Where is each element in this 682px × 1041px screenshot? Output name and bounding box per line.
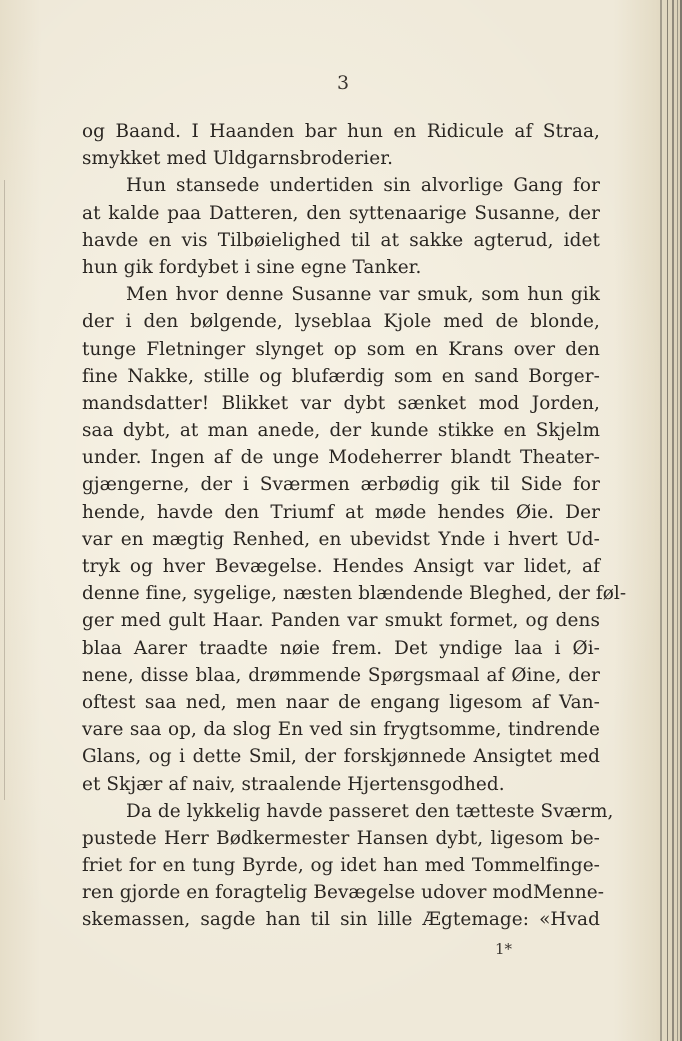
text-line: der i den bølgende, lyseblaa Kjole med de blonde, xyxy=(82,311,600,333)
text-line: gjængerne, der i Sværmen ærbødig gik til Side for xyxy=(82,474,600,496)
body-text xyxy=(82,118,627,934)
page-edge-lines xyxy=(660,0,682,1041)
text-line: pustede Herr Bødkermester Hansen dybt, ligesom be- xyxy=(82,827,600,849)
text-line: under. Ingen af de unge Modeherrer blandt Theater- xyxy=(82,447,600,469)
text-line: at kalde paa Datteren, den syttenaarige Susanne, der xyxy=(82,202,600,224)
text-line: denne fine, sygelige, næsten blændende Bleghed, der føl- xyxy=(82,583,627,605)
text-line: oftest saa ned, men naar de engang ligesom af Van- xyxy=(82,691,600,713)
text-line: et Skjær af naiv, straalende Hjertensgodhed. xyxy=(82,773,505,795)
text-line: fine Nakke, stille og blufærdig som en sand Borger- xyxy=(82,365,600,387)
text-line: Hun stansede undertiden sin alvorlige Gang for xyxy=(126,175,600,197)
text-line: tryk og hver Bevægelse. Hendes Ansigt var lidet, af xyxy=(82,556,600,577)
text-line: Da de lykkelig havde passeret den tætteste Sværm, xyxy=(126,800,614,822)
text-line: hende, havde den Triumf at møde hendes Øie. Der xyxy=(82,501,600,523)
text-line: tunge Fletninger slynget op som en Krans over den xyxy=(82,338,600,360)
text-line: var en mægtig Renhed, en ubevidst Ynde i hvert Ud- xyxy=(82,528,600,550)
page-number: 3 xyxy=(336,72,350,94)
gutter-shadow xyxy=(4,180,5,800)
text-line: nene, disse blaa, drømmende Spørgsmaal af Øine, der xyxy=(82,664,600,686)
text-line: saa dybt, at man anede, der kunde stikke en Skjelm xyxy=(82,420,600,442)
text-line: hun gik fordybet i sine egne Tanker. xyxy=(82,256,422,278)
text-line: friet for en tung Byrde, og idet han med Tommelfinge- xyxy=(82,855,600,877)
text-line: havde en vis Tilbøielighed til at sakke agterud, idet xyxy=(82,229,600,251)
text-line: ger med gult Haar. Panden var smukt formet, og dens xyxy=(82,610,600,632)
text-line: vare saa op, da slog En ved sin frygtsomme, tindrende xyxy=(82,719,600,741)
text-line: skemassen, sagde han til sin lille Ægtemage: «Hvad xyxy=(82,909,600,931)
text-line: mandsdatter! Blikket var dybt sænket mod Jorden, xyxy=(82,392,600,414)
text-line: ren gjorde en foragtelig Bevægelse udover modMenne- xyxy=(82,882,605,904)
text-line: smykket med Uldgarnsbroderier. xyxy=(82,148,394,170)
text-line: Glans, og i dette Smil, der forskjønnede Ansigtet med xyxy=(82,746,600,768)
text-line: blaa Aarer traadte nøie frem. Det yndige laa i Øi- xyxy=(82,637,600,659)
text-line: Men hvor denne Susanne var smuk, som hun gik xyxy=(126,284,600,306)
text-line: og Baand. I Haanden bar hun en Ridicule af Straa, xyxy=(82,121,600,142)
signature-mark: 1* xyxy=(495,940,513,958)
